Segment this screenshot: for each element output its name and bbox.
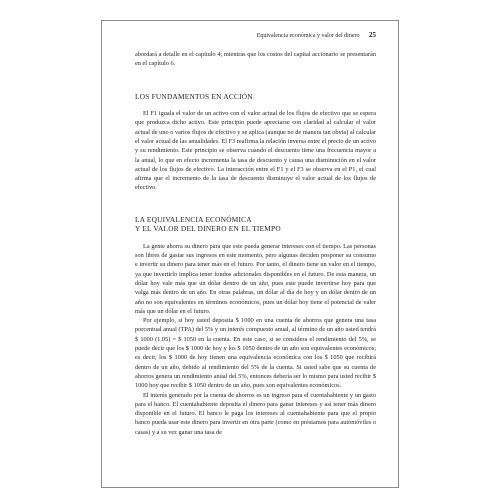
paragraph-equivalencia-3: El interés generado por la cuenta de ahorros es un ingreso para el cuentahabiente y un gasto para el banco. El cuentahabiente deposita el dinero para ganar intereses y así tener más dinero disponible en el futuro. El banco le paga los intereses al cuentahabiente para que el propio banco pueda usar este dinero para invertir en otra parte (como en préstamos para automóviles o casas) y a su vez ganar una tasa de [135, 391, 376, 436]
heading-line-2: Y EL VALOR DEL DINERO EN EL TIEMPO [135, 224, 281, 234]
page-number: 25 [369, 31, 376, 39]
paragraph-equivalencia-1: La gente ahorra su dinero para que este pueda generar intereses con el tiempo. Las personas son libres de gastar sus ingresos en este momento, pero algunas deciden posponer su consumo e invertir su dinero para tener más en el futuro. Por tanto, el dinero tiene un valor en el tiempo, ya que invertirlo implica tener fondos adicionales disponibles en el futuro. De esta manera, un dólar hoy vale más que un dólar dentro de un año, pues este puede invertirse hoy para que valga más dentro de un año. En otras palabras, un dólar al día de hoy y un dólar dentro de un año no son equivalentes en términos económicos, pues un dólar hoy tiene el potencial de valer más que un dólar en el futuro. [135, 242, 376, 315]
paragraph-fundamentos: El F1 iguala el valor de un activo con el valor actual de los flujos de efectivo que se espera que produzca dicho activo. Este principio puede apreciarse con claridad al calcular el valor actual de uno o varios flujos de efectivo y se aplica (aunque no de manera tan obvia) al calcular el valor actual de las anualidades. El F3 reafirma la relación inversa entre el precio de un activo y su rendimiento. Este principio se observa cuando el descuento tiene una frecuencia mayor a la anual, lo que en efecto incrementa la tasa de descuento y causa una disminución en el valor actual de los flujos de efectivo. La interacción entre el F1 y el F3 se observa en el P1, el cual afirma que el incremento de la tasa de descuento disminuye el valor actual de los flujos de efectivo. [135, 110, 376, 192]
page-body [135, 50, 376, 437]
section-heading-fundamentos: LOS FUNDAMENTOS EN ACCIÓN [135, 91, 253, 101]
page-header [257, 31, 376, 39]
intro-paragraph: abordará a detalle en el capítulo 4; mientras que los costos del capital accionario se presentarán en el capítulo 6. [135, 51, 376, 68]
book-page [101, 20, 399, 488]
heading-line-1: LA EQUIVALENCIA ECONÓMICA [135, 214, 252, 224]
running-title: Equivalencia económica y valor del dinero [256, 33, 360, 39]
paragraph-equivalencia-2: Por ejemplo, si hoy usted deposita $ 1000 en una cuenta de ahorros que genera una tasa porcentual anual (TPA) del 5% y un interés compuesto anual, al término de un año usted tendrá $ 1000 (1.05) = $ 1050 en la cuenta. En este caso, si se considera el rendimiento del 5%, se puede decir que los $ 1000 de hoy y los $ 1050 dentro de un año son equivalentes económicos; es decir, los $ 1000 de hoy tienen una equivalencia económica con los $ 1050 que recibirá dentro de un año, debido al rendimiento del 5% de la cuenta. Si usted sabe que su cuenta de ahorros genera un rendimiento anual del 5%, entonces debería ser lo mismo para usted recibir $ 1000 hoy que recibir $ 1050 dentro de un año, pues son equivalentes económicos. [135, 317, 376, 390]
section-heading-equivalencia [135, 215, 376, 234]
